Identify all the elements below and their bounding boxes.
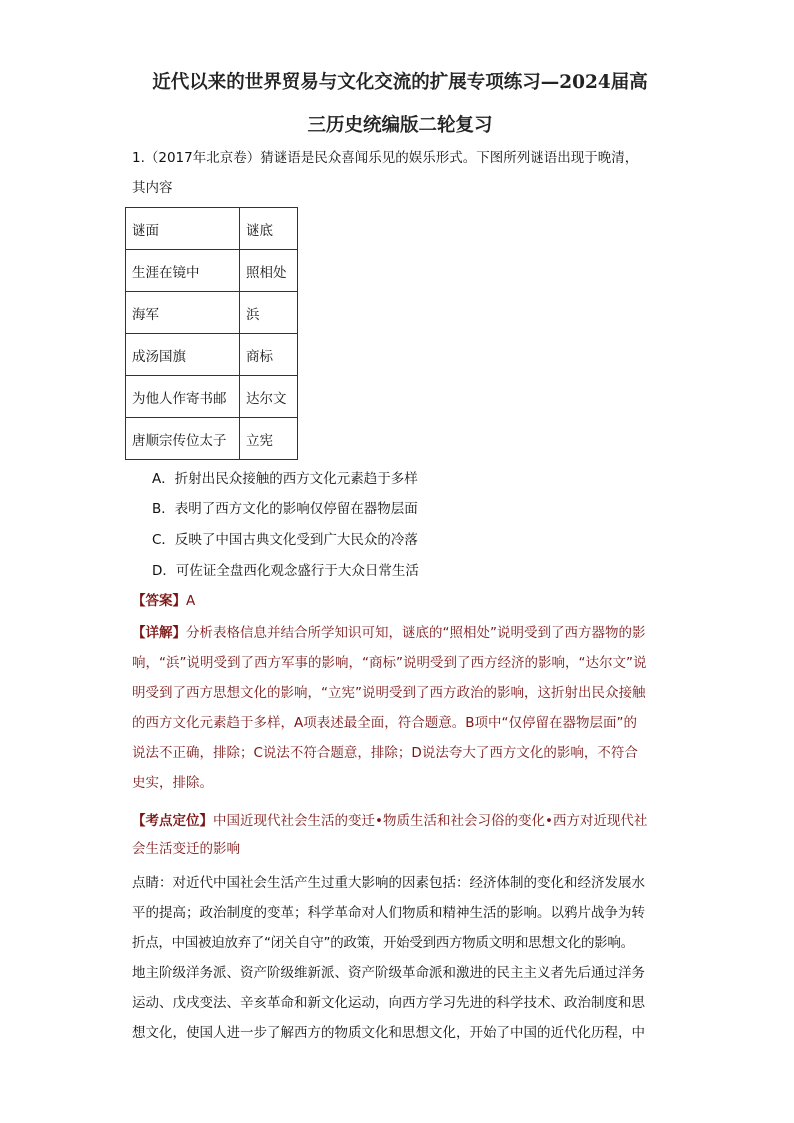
doc-title-line1: 近代以来的世界贸易与文化交流的扩展专项练习—2024届高 (152, 72, 648, 93)
detail-line: 响，“浜”说明受到了西方军事的影响，“商标”说明受到了西方经济的影响，“达尔文”说 (132, 655, 647, 671)
kaodian-block (132, 807, 666, 863)
option-a: A．折射出民众接触的西方文化元素趋于多样 (152, 471, 418, 487)
table-cell: 浜 (240, 292, 298, 334)
question-stem (132, 146, 672, 200)
table-row (126, 250, 298, 292)
detail-line: 明受到了西方思想文化的影响，“立宪”说明受到了西方政治的影响，这折射出民众接触 (132, 685, 646, 701)
table-cell: 谜底 (240, 208, 298, 250)
riddle-table (125, 207, 298, 460)
detail-label: 【详解】 (132, 625, 186, 641)
dianjing-block (132, 868, 666, 1048)
detail-line: 史实，排除。 (132, 775, 213, 791)
answer-value: A (186, 593, 196, 609)
table-cell: 照相处 (240, 250, 298, 292)
table-row (126, 208, 298, 250)
option-d: D．可佐证全盘西化观念盛行于大众日常生活 (152, 563, 419, 579)
table-row (126, 418, 298, 460)
detail-block (132, 618, 666, 798)
dianjing-line: 运动、戊戌变法、辛亥革命和新文化运动，向西方学习先进的科学技术、政治制度和思 (132, 995, 645, 1011)
table-cell: 商标 (240, 334, 298, 376)
table-cell: 谜面 (126, 208, 240, 250)
detail-line: 分析表格信息并结合所学知识可知，谜底的“照相处”说明受到了西方器物的影 (186, 625, 646, 641)
table-cell: 海军 (126, 292, 240, 334)
option-b: B．表明了西方文化的影响仅停留在器物层面 (152, 501, 418, 517)
dianjing-line: 点睛：对近代中国社会生活产生过重大影响的因素包括：经济体制的变化和经济发展水 (132, 875, 645, 891)
table-cell: 立宪 (240, 418, 298, 460)
table-row (126, 376, 298, 418)
answer-label: 【答案】 (132, 593, 186, 609)
table-cell: 生涯在镜中 (126, 250, 240, 292)
kaodian-line: 中国近现代社会生活的变迁•物质生活和社会习俗的变化•西方对近现代社 (213, 813, 648, 829)
question-stem-line1: 1.（2017年北京卷）猜谜语是民众喜闻乐见的娱乐形式。下图所列谜语出现于晚清， (132, 150, 639, 166)
dianjing-line: 想文化，使国人进一步了解西方的物质文化和思想文化，开始了中国的近代化历程，中 (132, 1025, 645, 1041)
kaodian-label: 【考点定位】 (132, 813, 213, 829)
table-cell: 成汤国旗 (126, 334, 240, 376)
answer-line (132, 586, 666, 616)
table-cell: 达尔文 (240, 376, 298, 418)
kaodian-line: 会生活变迁的影响 (132, 841, 240, 857)
dianjing-line: 平的提高；政治制度的变革；科学革命对人们物质和精神生活的影响。以鸦片战争为转 (132, 905, 645, 921)
dianjing-line: 地主阶级洋务派、资产阶级维新派、资产阶级革命派和激进的民主主义者先后通过洋务 (132, 965, 645, 981)
option-c: C．反映了中国古典文化受到广大民众的冷落 (152, 532, 418, 548)
doc-title-line2: 三历史统编版二轮复习 (307, 115, 493, 136)
detail-line: 说法不正确，排除；C说法不符合题意，排除；D说法夸大了西方文化的影响，不符合 (132, 745, 638, 761)
question-stem-line2: 其内容 (132, 180, 173, 196)
detail-line: 的西方文化元素趋于多样，A项表述最全面，符合题意。B项中“仅停留在器物层面”的 (132, 715, 637, 731)
dianjing-line: 折点，中国被迫放弃了“闭关自守”的政策，开始受到西方物质文明和思想文化的影响。 (132, 935, 634, 951)
table-cell: 唐顺宗传位太子 (126, 418, 240, 460)
table-row (126, 334, 298, 376)
table-row (126, 292, 298, 334)
table-cell: 为他人作寄书邮 (126, 376, 240, 418)
